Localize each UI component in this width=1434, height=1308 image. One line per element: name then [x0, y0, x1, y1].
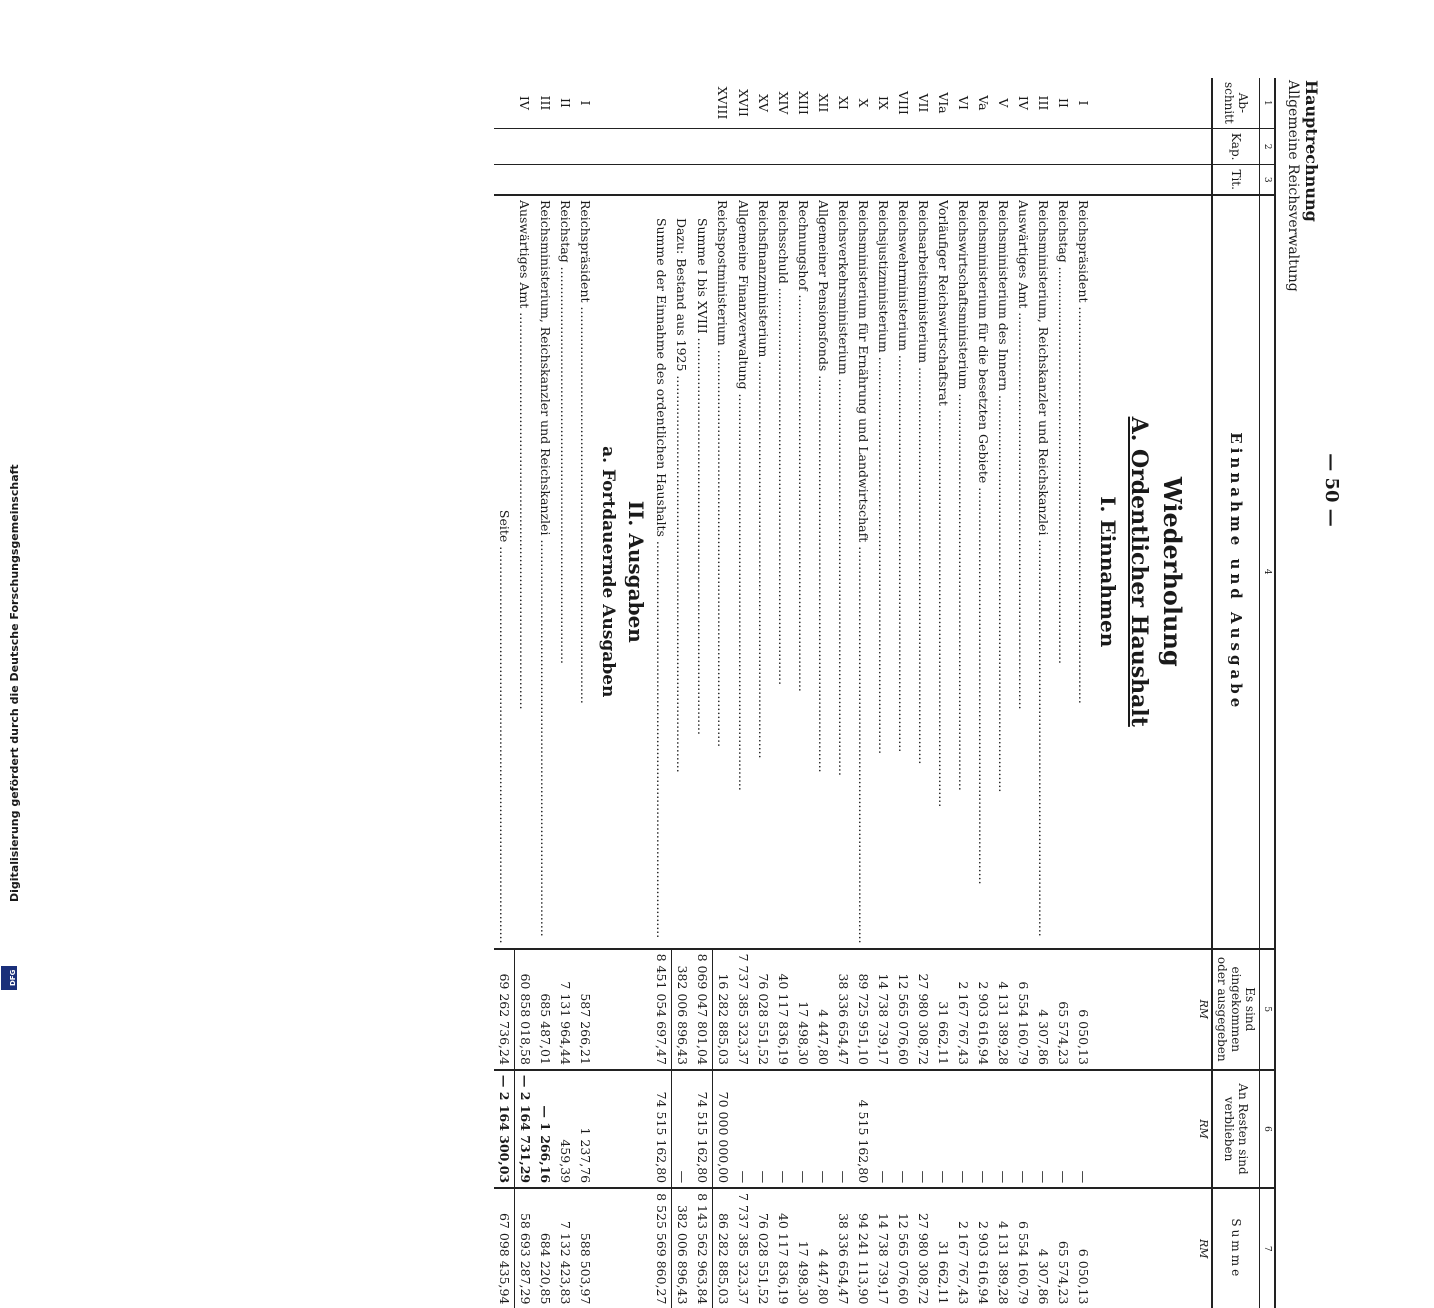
kap-cell: [555, 128, 575, 165]
description-cell: [494, 195, 515, 949]
abschnitt-cell: XI: [833, 78, 853, 128]
col7-value: 7 132 423,83: [558, 1220, 573, 1305]
description-cell: [833, 195, 853, 949]
kap-cell: [713, 128, 734, 165]
description-text: Reichsfinanzministerium .....: [753, 200, 773, 944]
kap-cell: [793, 128, 813, 165]
tit-cell: [753, 165, 773, 195]
col6-value: — 2 164 731,29: [515, 1070, 536, 1188]
col7-value: 8 525 569 860,27: [651, 1188, 672, 1308]
col5-value: 587 266,21: [575, 949, 595, 1070]
description-text: Allgemeine Finanzverwaltung .....: [733, 200, 753, 944]
abschnitt-cell: IX: [873, 78, 893, 128]
col7-value: 38 336 654,47: [836, 1212, 851, 1305]
col5-value: 382 006 896,43: [672, 949, 693, 1070]
tit-cell: [873, 165, 893, 195]
description-cell: [1013, 195, 1033, 949]
abschnitt-cell: III: [535, 78, 555, 128]
page-header: [1284, 80, 1320, 292]
col6-value: —: [1033, 1070, 1053, 1188]
income-row: [753, 78, 773, 1308]
description-cell: [873, 195, 893, 949]
colnum: 2: [1260, 128, 1276, 165]
col7-value: 65 574,23: [1056, 1240, 1071, 1305]
description-text: Reichsjustizministerium .....: [873, 200, 893, 944]
tit-cell: [773, 165, 793, 195]
kap-cell: [753, 128, 773, 165]
income-row: [913, 78, 933, 1308]
description-text: Reichsministerium, Reichskanzler und Reichskanzlei .....: [1033, 200, 1053, 944]
col7-value: 4 131 389,28: [996, 1220, 1011, 1305]
kap-cell: [651, 128, 672, 165]
tit-cell: [692, 165, 713, 195]
description-cell: [993, 195, 1013, 949]
col6-value: — 2 164 300,03: [494, 1070, 515, 1188]
col7-value: 7 737 385 323,37: [736, 1193, 751, 1305]
col6-value: 1 237,76: [575, 1070, 595, 1188]
description-text: Reichsministerium des Innern .....: [993, 200, 1013, 944]
col5-value: 76 028 551,52: [753, 949, 773, 1070]
income-row: [973, 78, 993, 1308]
tit-cell: [853, 165, 873, 195]
description-text: Reichsministerium für Ernährung und Landwirtschaft .....: [853, 200, 873, 944]
header-desc: Einnahme und Ausgabe: [1212, 195, 1260, 949]
description-cell: [713, 195, 734, 949]
col5-value: 16 282 885,03: [713, 949, 734, 1070]
tit-cell: [953, 165, 973, 195]
col6-value: 74 515 162,80: [692, 1070, 713, 1188]
heading-row-expenses: [595, 78, 651, 1308]
col5-value: 8 069 047 801,04: [692, 949, 713, 1070]
ledger-table: [494, 78, 1276, 1308]
col7-value: 2 167 767,43: [956, 1220, 971, 1305]
col7-value: 14 738 739,17: [876, 1212, 891, 1305]
col7-value: 382 006 896,43: [675, 1205, 690, 1305]
description-text: Reichspräsident .....: [575, 200, 595, 944]
abschnitt-cell: VIa: [933, 78, 953, 128]
col5-value: 17 498,30: [793, 949, 813, 1070]
kap-cell: [873, 128, 893, 165]
description-text: Seite .....: [494, 200, 514, 944]
col6-value: —: [773, 1070, 793, 1188]
income-row: [733, 78, 753, 1308]
abschnitt-cell: [692, 78, 713, 128]
col6-value: —: [953, 1070, 973, 1188]
description-text: Reichsschuld .....: [773, 200, 793, 944]
col6-value: —: [1053, 1070, 1073, 1188]
description-cell: [773, 195, 793, 949]
kap-cell: [833, 128, 853, 165]
column-number-row: [1260, 78, 1276, 1308]
tit-cell: [993, 165, 1013, 195]
income-row: [773, 78, 793, 1308]
kap-cell: [993, 128, 1013, 165]
col5-value: 31 662,11: [933, 949, 953, 1070]
description-text: Auswärtiges Amt .....: [1013, 200, 1033, 944]
col5-value: 685 487,01: [535, 949, 555, 1070]
header-col7: Summe: [1212, 1188, 1260, 1308]
summary-row: [672, 78, 693, 1308]
description-cell: [692, 195, 713, 949]
description-text: Reichswehrministerium .....: [893, 200, 913, 944]
col7-value: 8 143 562 963,84: [692, 1188, 713, 1308]
kap-cell: [1013, 128, 1033, 165]
description-cell: [933, 195, 953, 949]
expense-row: [555, 78, 575, 1308]
description-text: Reichsministerium, Reichskanzler und Reichskanzlei .....: [535, 200, 555, 944]
tit-cell: [793, 165, 813, 195]
ledger-page: [90, 40, 1350, 1305]
abschnitt-cell: X: [853, 78, 873, 128]
page-number: — 50 —: [1321, 453, 1342, 527]
tit-cell: [893, 165, 913, 195]
col6-value: —: [813, 1070, 833, 1188]
col5-value: 14 738 739,17: [873, 949, 893, 1070]
col7-value: 2 903 616,94: [976, 1220, 991, 1305]
heading-part-2a: a. Fortdauernde Ausgaben: [598, 446, 618, 698]
abschnitt-cell: I: [1073, 78, 1093, 128]
header-abschnitt: Ab-schnitt: [1212, 78, 1260, 128]
description-cell: [672, 195, 693, 949]
col5-value: 7 737 385 323,37: [733, 949, 753, 1070]
col7-value: 76 028 551,52: [756, 1212, 771, 1305]
tit-cell: [933, 165, 953, 195]
expense-row: [575, 78, 595, 1308]
header-kap: Kap.: [1212, 128, 1260, 165]
income-row: [893, 78, 913, 1308]
col5-value: 4 447,80: [813, 949, 833, 1070]
col6-value: —: [793, 1070, 813, 1188]
heading-row: [1093, 78, 1195, 1308]
description-text: Reichsarbeitsministerium .....: [913, 200, 933, 944]
abschnitt-cell: [651, 78, 672, 128]
kap-cell: [692, 128, 713, 165]
heading-part-a: A. Ordentlicher Haushalt: [1126, 416, 1152, 727]
description-cell: [813, 195, 833, 949]
col6-value: —: [993, 1070, 1013, 1188]
col7-value: 40 117 836,19: [776, 1212, 791, 1305]
ledger-body: [494, 78, 1275, 1308]
description-text: Dazu: Bestand aus 1925 .....: [672, 200, 692, 944]
col5-value: 60 858 018,58: [515, 949, 536, 1070]
tit-cell: [813, 165, 833, 195]
colnum: 7: [1260, 1188, 1276, 1308]
tit-cell: [575, 165, 595, 195]
tit-cell: [913, 165, 933, 195]
kap-cell: [515, 128, 536, 165]
income-row: [1053, 78, 1073, 1308]
income-row: [993, 78, 1013, 1308]
kap-cell: [672, 128, 693, 165]
page-total-row: [494, 78, 515, 1308]
unit-row: [1195, 78, 1212, 1308]
tit-cell: [973, 165, 993, 195]
col5-value: 4 131 389,28: [993, 949, 1013, 1070]
col6-value: —: [873, 1070, 893, 1188]
kap-cell: [494, 128, 515, 165]
col5-value: 2 167 767,43: [953, 949, 973, 1070]
description-text: Reichswirtschaftsministerium .....: [953, 200, 973, 944]
col6-value: 74 515 162,80: [651, 1070, 672, 1188]
description-cell: [651, 195, 672, 949]
tit-cell: [494, 165, 515, 195]
col6-value: 4 515 162,80: [853, 1070, 873, 1188]
page-stage: [90, 40, 1350, 1305]
abschnitt-cell: V: [993, 78, 1013, 128]
description-cell: [1053, 195, 1073, 949]
description-text: Reichstag .....: [1053, 200, 1073, 944]
description-cell: [793, 195, 813, 949]
heading-main: Wiederholung: [1158, 476, 1187, 667]
tit-cell: [515, 165, 536, 195]
col6-value: — 1 266,16: [535, 1070, 555, 1188]
income-row: [933, 78, 953, 1308]
col7-value: 86 282 885,03: [716, 1212, 731, 1305]
income-row: [713, 78, 734, 1308]
header-col5: Es sind eingekommen oder ausgegeben: [1212, 949, 1260, 1070]
col5-value: 27 980 308,72: [913, 949, 933, 1070]
description-cell: [515, 195, 536, 949]
description-cell: [555, 195, 575, 949]
description-text: Reichstag .....: [555, 200, 575, 944]
col7-value: 27 980 308,72: [916, 1212, 931, 1305]
col6-value: —: [913, 1070, 933, 1188]
expense-row: [535, 78, 555, 1308]
abschnitt-cell: II: [1053, 78, 1073, 128]
col7-value: 6 050,13: [1076, 1248, 1091, 1305]
colnum: 1: [1260, 78, 1276, 128]
col7-value: 31 662,11: [936, 1240, 951, 1305]
kap-cell: [953, 128, 973, 165]
income-row: [793, 78, 813, 1308]
expense-row: [515, 78, 536, 1308]
description-cell: [893, 195, 913, 949]
colnum: 3: [1260, 165, 1276, 195]
col6-value: 459,39: [555, 1070, 575, 1188]
description-cell: [733, 195, 753, 949]
kap-cell: [893, 128, 913, 165]
description-text: Reichspostministerium .....: [713, 200, 733, 944]
description-text: Summe der Einnahme des ordentlichen Haushalts .....: [651, 200, 671, 944]
col5-value: 69 262 736,24: [494, 949, 515, 1070]
description-cell: [853, 195, 873, 949]
abschnitt-cell: [672, 78, 693, 128]
tit-cell: [1033, 165, 1053, 195]
abschnitt-cell: II: [555, 78, 575, 128]
colnum: 5: [1260, 949, 1276, 1070]
kap-cell: [853, 128, 873, 165]
col5-value: 89 725 951,10: [853, 949, 873, 1070]
description-cell: [953, 195, 973, 949]
income-row: [953, 78, 973, 1308]
col6-value: 70 000 000,00: [713, 1070, 734, 1188]
tit-cell: [535, 165, 555, 195]
col5-value: 8 451 054 697,47: [651, 949, 672, 1070]
abschnitt-cell: XVII: [733, 78, 753, 128]
sidebar: [0, 0, 20, 1000]
kap-cell: [813, 128, 833, 165]
description-text: Reichsministerium für die besetzten Gebiete .....: [973, 200, 993, 944]
col7-value: 58 693 287,29: [518, 1212, 533, 1305]
income-row: [1013, 78, 1033, 1308]
tit-cell: [1013, 165, 1033, 195]
description-cell: [575, 195, 595, 949]
description-cell: [913, 195, 933, 949]
description-text: Summe I bis XVIII .....: [692, 200, 712, 944]
abschnitt-cell: XIV: [773, 78, 793, 128]
abschnitt-cell: III: [1033, 78, 1053, 128]
col5-value: 6 554 160,79: [1013, 949, 1033, 1070]
col6-value: —: [753, 1070, 773, 1188]
col7-value: 94 241 113,90: [856, 1212, 871, 1305]
income-row: [813, 78, 833, 1308]
heading-part-2: II. Ausgaben: [624, 500, 648, 643]
kap-cell: [535, 128, 555, 165]
col6-value: —: [1013, 1070, 1033, 1188]
col5-value: 40 117 836,19: [773, 949, 793, 1070]
description-cell: [1073, 195, 1093, 949]
dfg-logo: DFG: [1, 966, 17, 990]
col5-value: 2 903 616,94: [973, 949, 993, 1070]
kap-cell: [1073, 128, 1093, 165]
col6-value: —: [933, 1070, 953, 1188]
description-cell: [535, 195, 555, 949]
description-text: Rechnungshof .....: [793, 200, 813, 944]
abschnitt-cell: VII: [913, 78, 933, 128]
tit-cell: [672, 165, 693, 195]
kap-cell: [973, 128, 993, 165]
col7-value: 4 447,80: [816, 1248, 831, 1305]
header-row: [1212, 78, 1260, 1308]
tit-cell: [713, 165, 734, 195]
income-row: [853, 78, 873, 1308]
page-subtitle: Allgemeine Reichsverwaltung: [1285, 80, 1301, 292]
description-cell: [753, 195, 773, 949]
income-row: [833, 78, 853, 1308]
description-cell: [1033, 195, 1053, 949]
col6-value: —: [672, 1070, 693, 1188]
digitization-note: Digitalisierung gefördert durch die Deutsche Forschungsgemeinschaft: [8, 464, 21, 902]
abschnitt-cell: IV: [1013, 78, 1033, 128]
col5-value: 7 131 964,44: [555, 949, 575, 1070]
colnum: 4: [1260, 195, 1276, 949]
income-row: [1033, 78, 1053, 1308]
tit-cell: [833, 165, 853, 195]
abschnitt-cell: XIII: [793, 78, 813, 128]
kap-cell: [733, 128, 753, 165]
abschnitt-cell: XII: [813, 78, 833, 128]
income-row: [873, 78, 893, 1308]
unit-col6: RM: [1195, 1070, 1212, 1188]
col7-value: 17 498,30: [796, 1240, 811, 1305]
summary-row: [692, 78, 713, 1308]
col6-value: —: [893, 1070, 913, 1188]
abschnitt-cell: XV: [753, 78, 773, 128]
tit-cell: [555, 165, 575, 195]
col7-value: 67 098 435,94: [494, 1188, 515, 1308]
col7-value: 4 307,86: [1036, 1248, 1051, 1305]
description-text: Reichspräsident .....: [1073, 200, 1093, 944]
kap-cell: [933, 128, 953, 165]
col5-value: 38 336 654,47: [833, 949, 853, 1070]
description-cell: [973, 195, 993, 949]
abschnitt-cell: Va: [973, 78, 993, 128]
kap-cell: [773, 128, 793, 165]
tit-cell: [651, 165, 672, 195]
colnum: 6: [1260, 1070, 1276, 1188]
col6-value: —: [733, 1070, 753, 1188]
kap-cell: [913, 128, 933, 165]
col7-value: 684 220,85: [538, 1232, 553, 1305]
abschnitt-cell: IV: [515, 78, 536, 128]
col5-value: 6 050,13: [1073, 949, 1093, 1070]
description-text: Allgemeiner Pensionsfonds .....: [813, 200, 833, 944]
summary-row: [651, 78, 672, 1308]
description-text: Vorläufiger Reichswirtschaftsrat .....: [933, 200, 953, 944]
kap-cell: [1033, 128, 1053, 165]
unit-col5: RM: [1195, 949, 1212, 1070]
abschnitt-cell: [494, 78, 515, 128]
header-col6: An Resten sind verblieben: [1212, 1070, 1260, 1188]
col6-value: —: [833, 1070, 853, 1188]
col6-value: —: [1073, 1070, 1093, 1188]
abschnitt-cell: XVIII: [713, 78, 734, 128]
col6-value: —: [973, 1070, 993, 1188]
col7-value: 12 565 076,60: [896, 1212, 911, 1305]
description-text: Auswärtiges Amt .....: [515, 200, 535, 944]
col5-value: 65 574,23: [1053, 949, 1073, 1070]
col5-value: 12 565 076,60: [893, 949, 913, 1070]
abschnitt-cell: VI: [953, 78, 973, 128]
col7-value: 588 503,97: [578, 1232, 593, 1305]
header-tit: Tit.: [1212, 165, 1260, 195]
abschnitt-cell: VIII: [893, 78, 913, 128]
description-text: Reichsverkehrsministerium .....: [833, 200, 853, 944]
col7-value: 6 554 160,79: [1016, 1220, 1031, 1305]
col5-value: 4 307,86: [1033, 949, 1053, 1070]
abschnitt-cell: I: [575, 78, 595, 128]
tit-cell: [1053, 165, 1073, 195]
heading-part-1: I. Einnahmen: [1096, 496, 1120, 648]
unit-col7: RM: [1197, 1239, 1210, 1259]
kap-cell: [1053, 128, 1073, 165]
tit-cell: [1073, 165, 1093, 195]
tit-cell: [733, 165, 753, 195]
income-row: [1073, 78, 1093, 1308]
page-title: Hauptrechnung: [1302, 80, 1321, 222]
kap-cell: [575, 128, 595, 165]
